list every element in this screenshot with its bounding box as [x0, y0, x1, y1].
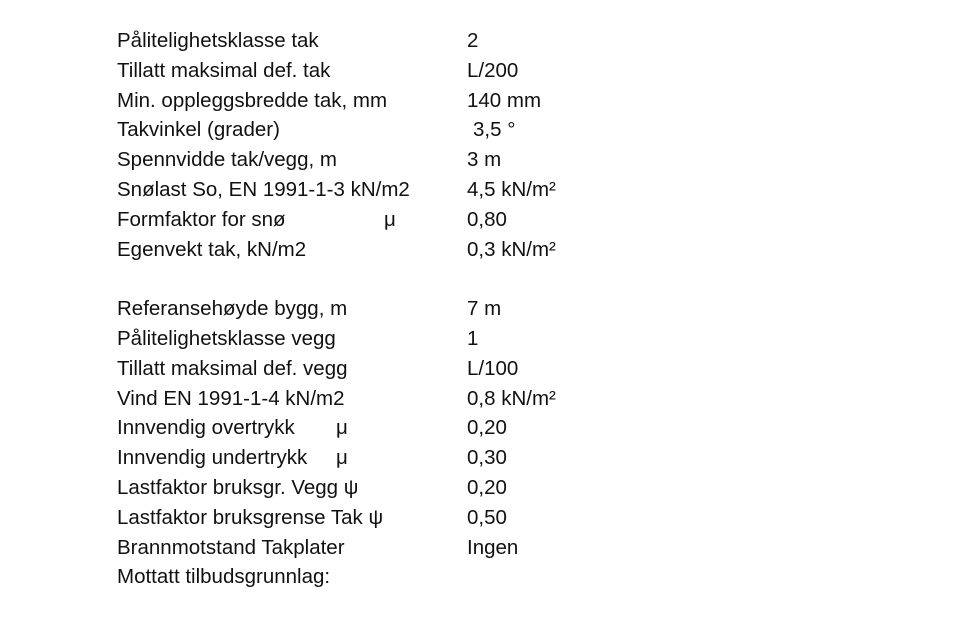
row-snolast — [117, 175, 677, 205]
row-label: Pålitelighetsklasse tak — [117, 29, 319, 52]
row-referansehoyde — [117, 294, 677, 324]
row-label: Tillatt maksimal def. vegg — [117, 356, 348, 380]
row-label: Pålitelighetsklasse vegg — [117, 326, 336, 350]
row-value: 2 — [467, 29, 479, 52]
row-lastfaktor-tak — [117, 503, 677, 533]
row-label: Spennvidde tak/vegg, m — [117, 148, 337, 172]
row-innvendig-overtrykk — [117, 413, 677, 443]
row-value: 140 mm — [467, 88, 542, 112]
row-value: 0,20 — [467, 475, 507, 499]
row-label-text: Innvendig overtrykk — [117, 416, 295, 440]
mu-symbol: μ — [336, 446, 348, 470]
row-label: Lastfaktor bruksgr. Vegg ψ — [117, 475, 359, 499]
row-value: 0,50 — [467, 505, 507, 529]
section-spacer — [117, 264, 677, 294]
row-value: 0,30 — [467, 446, 507, 470]
row-value: L/100 — [467, 356, 519, 380]
row-label-text: Innvendig undertrykk — [117, 446, 308, 470]
row-label — [117, 443, 467, 473]
row-label — [117, 205, 467, 235]
row-label-text: Formfaktor for snø — [117, 207, 286, 231]
row-label: Brannmotstand Takplater — [117, 535, 345, 559]
row-label: Lastfaktor bruksgrense Tak ψ — [117, 505, 384, 529]
row-palitelighetsklasse-vegg — [117, 324, 677, 354]
row-value: 0,20 — [467, 416, 507, 440]
row-formfaktor-sno — [117, 205, 677, 235]
row-value: 0,80 — [467, 207, 507, 231]
row-egenvekt-tak — [117, 235, 677, 265]
row-value: 7 m — [467, 297, 502, 321]
row-palitelighetsklasse-tak — [117, 26, 677, 56]
row-label: Takvinkel (grader) — [117, 118, 280, 142]
mu-symbol: μ — [336, 416, 348, 440]
row-tillatt-def-vegg — [117, 354, 677, 384]
row-label: Vind EN 1991-1-4 kN/m2 — [117, 386, 345, 410]
row-label: Tillatt maksimal def. tak — [117, 58, 331, 82]
row-label: Referansehøyde bygg, m — [117, 297, 348, 321]
parameter-sheet — [117, 26, 677, 592]
row-value: 0,8 kN/m² — [467, 386, 556, 410]
row-label — [117, 413, 467, 443]
row-value: 4,5 kN/m² — [467, 177, 556, 201]
row-mottatt-tilbudsgrunnlag — [117, 562, 677, 592]
row-value: 3 m — [467, 148, 502, 172]
row-innvendig-undertrykk — [117, 443, 677, 473]
row-label: Min. oppleggsbredde tak, mm — [117, 88, 388, 112]
row-value: 3,5 ° — [473, 118, 516, 142]
row-tillatt-def-tak — [117, 56, 677, 86]
row-oppleggsbredde-tak — [117, 86, 677, 116]
mu-symbol: μ — [384, 207, 396, 231]
row-value: Ingen — [467, 535, 519, 559]
row-value — [467, 562, 677, 592]
row-label: Snølast So, EN 1991-1-3 kN/m2 — [117, 177, 410, 201]
row-value: L/200 — [467, 58, 519, 82]
row-vind — [117, 384, 677, 414]
row-value: 0,3 kN/m² — [467, 237, 556, 261]
row-brannmotstand — [117, 533, 677, 563]
row-label: Egenvekt tak, kN/m2 — [117, 237, 307, 261]
row-label: Mottatt tilbudsgrunnlag: — [117, 565, 331, 589]
row-takvinkel — [117, 115, 677, 145]
row-lastfaktor-vegg — [117, 473, 677, 503]
row-value: 1 — [467, 326, 479, 350]
row-spennvidde — [117, 145, 677, 175]
